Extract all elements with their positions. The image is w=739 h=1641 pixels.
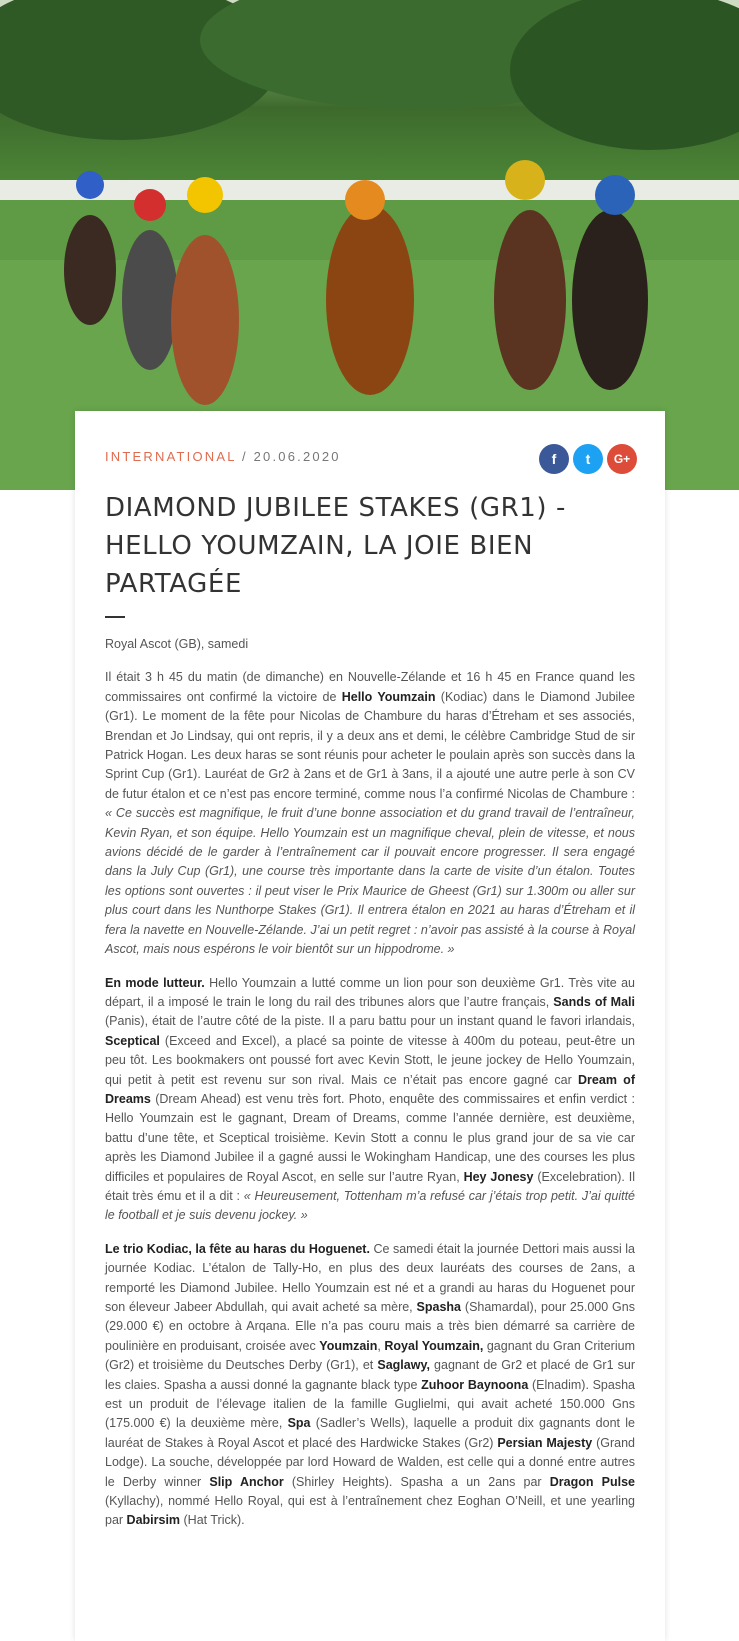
- paragraph-2: [105, 974, 635, 1226]
- text: (Excelebration). Il était très ému et il a dit :: [105, 1169, 636, 1203]
- text: (Dream Ahead) est venu très fort. Photo, enquête des commissaires et enfin verdict : Hello Youmzain est le gagnant, Dream of Dreams, comme l’année dernière, est deuxième, battu d’une tête, et Sceptical troisième. Kevin Stott a connu le plus grand jour de sa vie car après les Diamond Jubilee il a gagné aussi le Wokingham Handicap, une des courses les plus difficiles et populaires de Royal Ascot, en selle sur l’autre Ryan,: [105, 1091, 635, 1184]
- horse-name: Spa: [287, 1416, 311, 1431]
- horse-name: Zuhoor Baynoona: [421, 1377, 529, 1392]
- quote: « Ce succès est magnifique, le fruit d’une bonne association et du grand travail de l’entraîneur, Kevin Ryan, et son équipe. Hello Youmzain est un magnifique cheval, plein de vitesse, et nous avions décidé de le garder à l’entraînement car il pouvait encore progresser. Il sera engagé dans la July Cup (Gr1), une course très importante dans la carte de visite d’un étalon. Toutes les options sont ouvertes : il peut viser le Prix Maurice de Gheest (Gr1) sur 1.300m ou aller sur plus court dans les Nunthorpe Stakes (Gr1). Il entrera étalon en 2021 au haras d’Étreham et il fera la navette en Nouvelle-Zélande. J’ai un petit regret : n’avoir pas assisté à la course à Royal Ascot, mais nous espérons le voir bientôt sur un hippodrome. »: [105, 806, 635, 957]
- horse-name: Slip Anchor: [209, 1474, 284, 1489]
- horse-name: Spasha: [416, 1300, 462, 1314]
- text: (Sadler’s Wells), laquelle a produit dix gagnants dont le lauréat de Stakes à Royal Ascot et placé des Hardwicke Stakes (Gr2): [105, 1416, 635, 1450]
- text: (Shirley Heights). Spasha a un 2ans par: [283, 1474, 550, 1489]
- paragraph-lead: Le trio Kodiac, la fête au haras du Hoguenet.: [105, 1241, 370, 1256]
- horse-name: Persian Majesty: [497, 1435, 593, 1450]
- text: (Grand Lodge). La souche, développée par lord Howard de Walden, est celle qui a donné entre autres le Derby winner: [105, 1435, 635, 1489]
- paragraph-lead: En mode lutteur.: [105, 975, 205, 990]
- dateline: Royal Ascot (GB), samedi: [105, 637, 249, 651]
- text: (Kodiac) dans le Diamond Jubilee (Gr1). Le moment de la fête pour Nicolas de Chambure du haras d’Étreham et ses associés, Brendan et Jo Lindsay, qui ont repris, il y a deux ans et demi, le célèbre Cambridge Stud de sir Patrick Hogan. Les deux haras se sont réunis pour acheter le poulain après son succès dans la Sprint Cup (Gr1). Lauréat de Gr2 à 2ans et de Gr1 à 3ans, il a ajouté une autre perle à son CV de futur étalon et ce n’est pas encore terminé, comme nous l’a confirmé Nicolas de Chambure :: [105, 689, 635, 801]
- horse-name: Dream of Dreams: [105, 1072, 635, 1106]
- google-plus-share-button[interactable]: [607, 444, 637, 474]
- twitter-share-button[interactable]: [573, 444, 603, 474]
- text: (Hat Trick).: [180, 1513, 245, 1528]
- paragraph-1: [105, 668, 635, 959]
- article-meta: [105, 449, 341, 464]
- article-card: [75, 411, 665, 1641]
- horse-name: Hey Jonesy: [463, 1169, 534, 1184]
- title-divider: [105, 616, 125, 618]
- horse-name: Saglawy,: [377, 1358, 430, 1373]
- twitter-icon: t: [585, 451, 591, 467]
- social-share: [539, 444, 637, 474]
- text: (Kyllachy), nommé Hello Royal, qui est à l’entraînement chez Eoghan O’Neill, et une yearling par: [105, 1494, 635, 1528]
- text: gagnant du Gran Criterium (Gr2) et troisième du Deutsches Derby (Gr1), et: [105, 1338, 635, 1373]
- text: gagnant de Gr2 et placé de Gr1 sur les claies. Spasha a aussi donné la gagnante black type: [105, 1358, 635, 1392]
- text: (Shamardal), pour 25.000 Gns (29.000 €) en octobre à Arqana. Elle n’a pas couru mais a très bien démarré sa carrière de poulinière en produisant, croisée avec: [105, 1300, 635, 1353]
- google-plus-icon: G+: [613, 452, 631, 466]
- text: (Exceed and Excel), a placé sa pointe de vitesse à 400m du poteau, peut-être un peu tôt. Les bookmakers ont poussé fort avec Kevin Stott, le jeune jockey de Hello Youmzain, qui petit à petit est revenu sur son rival. Mais ce n’était pas encore gagné car: [105, 1033, 635, 1087]
- horse-name: Sceptical: [105, 1033, 160, 1048]
- meta-separator: /: [241, 449, 248, 464]
- text: Hello Youmzain a lutté comme un lion pour son deuxième Gr1. Très vite au départ, il a imposé le train le long du rail des tribunes alors que l’autre français,: [105, 975, 635, 1009]
- text: Ce samedi était la journée Dettori mais aussi la journée Kodiac. L’étalon de Tally-Ho, en plus des deux lauréats des courses de 2ans, a remporté les Diamond Jubilee. Hello Youmzain est né et a grandi au haras du Hoguenet pour son éleveur Jabeer Abdullah, qui avait acheté sa mère,: [105, 1241, 635, 1314]
- quote: « Heureusement, Tottenham m’a refusé car j’étais trop petit. J’ai quitté le football et je suis devenu jockey. »: [105, 1188, 635, 1223]
- horse-name: Hello Youmzain: [341, 689, 436, 704]
- article-date: 20.06.2020: [253, 449, 341, 464]
- horse-name: Sands of Mali: [553, 994, 635, 1009]
- category-link[interactable]: INTERNATIONAL: [105, 449, 237, 464]
- text: (Elnadim). Spasha est un produit de l’élevage italien de la famille Guglielmi, qui avait acheté 150.000 Gns (175.000 €) la deuxième mère,: [105, 1377, 635, 1431]
- horse-name: Dabirsim: [126, 1513, 181, 1528]
- horse-name: Dragon Pulse: [549, 1474, 635, 1489]
- horse-name: Youmzain: [319, 1338, 378, 1353]
- paragraph-3: [105, 1240, 635, 1531]
- text: (Panis), était de l’autre côté de la piste. Il a paru battu pour un instant quand le favori irlandais,: [105, 1014, 635, 1029]
- article-body: [105, 635, 635, 1545]
- facebook-icon: f: [551, 451, 557, 467]
- text: Il était 3 h 45 du matin (de dimanche) en Nouvelle-Zélande et 16 h 45 en France quand les commissaires ont confirmé la victoire de: [105, 670, 635, 704]
- article-title: DIAMOND JUBILEE STAKES (GR1) - HELLO YOUMZAIN, LA JOIE BIEN PARTAGÉE: [105, 493, 567, 599]
- horse-name: Royal Youmzain,: [384, 1338, 484, 1353]
- facebook-share-button[interactable]: [539, 444, 569, 474]
- text: ,: [377, 1338, 385, 1353]
